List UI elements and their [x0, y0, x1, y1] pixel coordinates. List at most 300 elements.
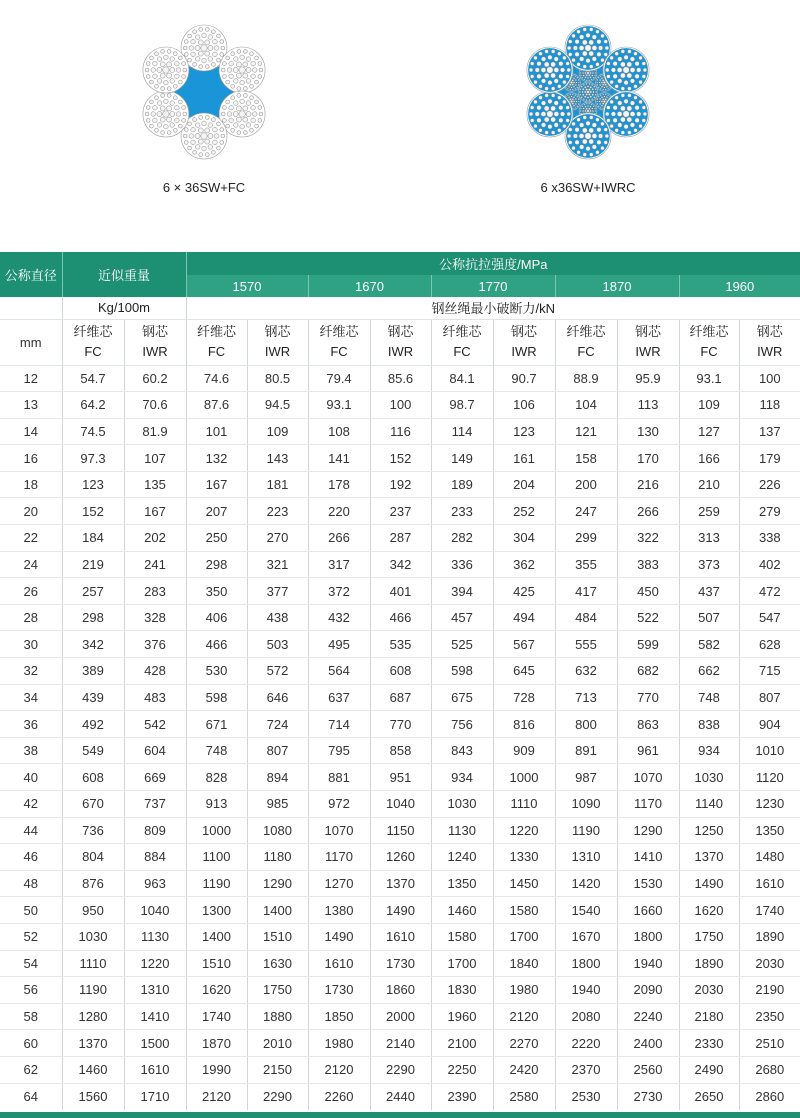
cell-diameter: 38	[0, 737, 62, 764]
table-cell: 748	[186, 737, 247, 764]
table-cell: 1460	[62, 1056, 124, 1083]
table-cell: 1220	[124, 950, 186, 977]
table-cell: 1860	[370, 977, 431, 1004]
table-row	[0, 445, 800, 472]
table-cell: 2330	[679, 1030, 739, 1057]
table-cell: 1010	[739, 737, 800, 764]
table-cell: 1610	[308, 950, 370, 977]
table-cell: 1890	[739, 923, 800, 950]
table-cell: 166	[679, 445, 739, 472]
table-cell: 143	[247, 445, 308, 472]
table-cell: 100	[739, 365, 800, 392]
table-cell: 123	[493, 418, 555, 445]
table-cell: 843	[431, 737, 493, 764]
table-cell: 342	[370, 551, 431, 578]
header-diameter: 公称直径	[0, 252, 62, 297]
table-cell: 1580	[431, 923, 493, 950]
table-cell: 237	[370, 498, 431, 525]
rope-cross-section-iwrc	[518, 20, 658, 170]
table-cell: 2260	[308, 1083, 370, 1110]
table-cell: 2080	[555, 1003, 617, 1030]
table-cell: 1960	[431, 1003, 493, 1030]
table-cell: 2730	[617, 1083, 679, 1110]
table-cell: 838	[679, 711, 739, 738]
table-cell: 1120	[739, 764, 800, 791]
table-cell: 1420	[555, 870, 617, 897]
table-cell: 127	[679, 418, 739, 445]
table-cell: 809	[124, 817, 186, 844]
table-cell: 645	[493, 658, 555, 685]
table-cell: 972	[308, 791, 370, 818]
spec-table	[0, 252, 800, 1110]
table-cell: 1870	[186, 1030, 247, 1057]
table-cell: 80.5	[247, 365, 308, 392]
table-cell: 1040	[370, 791, 431, 818]
table-row	[0, 578, 800, 605]
table-row	[0, 977, 800, 1004]
table-cell: 1740	[739, 897, 800, 924]
table-cell: 170	[617, 445, 679, 472]
table-cell: 2250	[431, 1056, 493, 1083]
table-cell: 241	[124, 551, 186, 578]
table-cell: 736	[62, 817, 124, 844]
table-cell: 1800	[617, 923, 679, 950]
table-cell: 598	[431, 658, 493, 685]
table-cell: 97.3	[62, 445, 124, 472]
table-cell: 1990	[186, 1056, 247, 1083]
table-cell: 807	[739, 684, 800, 711]
table-cell: 100	[370, 392, 431, 419]
table-cell: 466	[370, 604, 431, 631]
table-cell: 1890	[679, 950, 739, 977]
table-cell: 233	[431, 498, 493, 525]
table-row	[0, 418, 800, 445]
table-row	[0, 791, 800, 818]
table-cell: 109	[247, 418, 308, 445]
table-cell: 495	[308, 631, 370, 658]
table-cell: 304	[493, 525, 555, 552]
table-row	[0, 897, 800, 924]
table-cell: 670	[62, 791, 124, 818]
cell-diameter: 20	[0, 498, 62, 525]
table-cell: 192	[370, 471, 431, 498]
table-cell: 70.6	[124, 392, 186, 419]
table-cell: 1070	[308, 817, 370, 844]
header-fc-cn: 纤维芯	[197, 324, 237, 339]
table-cell: 425	[493, 578, 555, 605]
cell-diameter: 60	[0, 1030, 62, 1057]
table-cell: 1170	[617, 791, 679, 818]
table-cell: 646	[247, 684, 308, 711]
table-cell: 1610	[124, 1056, 186, 1083]
table-cell: 687	[370, 684, 431, 711]
table-cell: 2530	[555, 1083, 617, 1110]
table-cell: 432	[308, 604, 370, 631]
table-row	[0, 1030, 800, 1057]
table-cell: 104	[555, 392, 617, 419]
table-row	[0, 817, 800, 844]
table-cell: 121	[555, 418, 617, 445]
table-cell: 2490	[679, 1056, 739, 1083]
table-cell: 2220	[555, 1030, 617, 1057]
table-cell: 608	[62, 764, 124, 791]
table-cell: 1830	[431, 977, 493, 1004]
table-cell: 179	[739, 445, 800, 472]
table-cell: 628	[739, 631, 800, 658]
table-cell: 675	[431, 684, 493, 711]
table-cell: 321	[247, 551, 308, 578]
table-cell: 1070	[617, 764, 679, 791]
table-cell: 1660	[617, 897, 679, 924]
table-cell: 137	[739, 418, 800, 445]
table-cell: 2030	[679, 977, 739, 1004]
table-cell: 1630	[247, 950, 308, 977]
table-cell: 1410	[617, 844, 679, 871]
table-cell: 1980	[308, 1030, 370, 1057]
table-cell: 85.6	[370, 365, 431, 392]
table-cell: 2370	[555, 1056, 617, 1083]
table-cell: 74.6	[186, 365, 247, 392]
table-cell: 1030	[679, 764, 739, 791]
table-cell: 200	[555, 471, 617, 498]
table-cell: 1310	[555, 844, 617, 871]
table-cell: 247	[555, 498, 617, 525]
table-cell: 219	[62, 551, 124, 578]
cell-diameter: 56	[0, 977, 62, 1004]
table-cell: 881	[308, 764, 370, 791]
table-cell: 682	[617, 658, 679, 685]
table-cell: 1940	[617, 950, 679, 977]
table-cell: 770	[370, 711, 431, 738]
table-cell: 373	[679, 551, 739, 578]
table-cell: 894	[247, 764, 308, 791]
table-cell: 114	[431, 418, 493, 445]
table-cell: 1370	[370, 870, 431, 897]
table-cell: 313	[679, 525, 739, 552]
table-cell: 342	[62, 631, 124, 658]
table-cell: 95.9	[617, 365, 679, 392]
header-breaking-force: 钢丝绳最小破断力/kN	[186, 297, 800, 319]
table-cell: 336	[431, 551, 493, 578]
header-fc-en: FC	[207, 344, 226, 359]
table-cell: 1030	[62, 923, 124, 950]
table-cell: 987	[555, 764, 617, 791]
table-cell: 109	[679, 392, 739, 419]
table-cell: 904	[739, 711, 800, 738]
header-blank	[0, 297, 62, 319]
table-cell: 1280	[62, 1003, 124, 1030]
table-cell: 1670	[555, 923, 617, 950]
table-cell: 599	[617, 631, 679, 658]
diagram-caption-iwrc: 6 x36SW+IWRC	[540, 180, 636, 195]
header-iwr-cn: 钢芯	[511, 324, 538, 339]
table-cell: 484	[555, 604, 617, 631]
grade-1670: 1670	[308, 275, 431, 297]
grade-1570: 1570	[186, 275, 308, 297]
table-cell: 94.5	[247, 392, 308, 419]
table-cell: 298	[62, 604, 124, 631]
header-iwr-2	[370, 319, 431, 365]
header-fc-cn: 纤维芯	[442, 324, 482, 339]
table-cell: 2240	[617, 1003, 679, 1030]
table-cell: 2120	[308, 1056, 370, 1083]
table-cell: 210	[679, 471, 739, 498]
table-cell: 555	[555, 631, 617, 658]
header-fc-cn: 纤维芯	[566, 324, 606, 339]
table-cell: 1730	[370, 950, 431, 977]
table-cell: 220	[308, 498, 370, 525]
table-cell: 1610	[370, 923, 431, 950]
table-cell: 2100	[431, 1030, 493, 1057]
table-cell: 549	[62, 737, 124, 764]
table-cell: 1000	[186, 817, 247, 844]
table-cell: 2560	[617, 1056, 679, 1083]
table-cell: 807	[247, 737, 308, 764]
table-cell: 2010	[247, 1030, 308, 1057]
table-cell: 828	[186, 764, 247, 791]
table-cell: 1090	[555, 791, 617, 818]
table-cell: 84.1	[431, 365, 493, 392]
header-fc-1	[186, 319, 247, 365]
table-cell: 1400	[186, 923, 247, 950]
table-cell: 1250	[679, 817, 739, 844]
table-cell: 2150	[247, 1056, 308, 1083]
table-cell: 93.1	[308, 392, 370, 419]
table-cell: 816	[493, 711, 555, 738]
table-row	[0, 551, 800, 578]
table-cell: 2420	[493, 1056, 555, 1083]
table-cell: 450	[617, 578, 679, 605]
table-cell: 107	[124, 445, 186, 472]
table-cell: 152	[370, 445, 431, 472]
table-cell: 328	[124, 604, 186, 631]
header-fc-cn: 纤维芯	[689, 324, 729, 339]
table-cell: 1800	[555, 950, 617, 977]
table-row	[0, 950, 800, 977]
table-cell: 1620	[679, 897, 739, 924]
table-cell: 934	[679, 737, 739, 764]
table-cell: 604	[124, 737, 186, 764]
table-cell: 317	[308, 551, 370, 578]
cell-diameter: 40	[0, 764, 62, 791]
table-cell: 158	[555, 445, 617, 472]
table-cell: 1370	[62, 1030, 124, 1057]
table-cell: 1580	[493, 897, 555, 924]
bottom-bar	[0, 1112, 800, 1118]
table-cell: 207	[186, 498, 247, 525]
header-iwr-3	[493, 319, 555, 365]
table-cell: 1040	[124, 897, 186, 924]
table-cell: 547	[739, 604, 800, 631]
table-cell: 338	[739, 525, 800, 552]
table-cell: 2140	[370, 1030, 431, 1057]
table-cell: 795	[308, 737, 370, 764]
table-cell: 266	[617, 498, 679, 525]
table-cell: 724	[247, 711, 308, 738]
table-cell: 662	[679, 658, 739, 685]
table-cell: 582	[679, 631, 739, 658]
table-cell: 1270	[308, 870, 370, 897]
table-cell: 2270	[493, 1030, 555, 1057]
table-row	[0, 870, 800, 897]
cell-diameter: 54	[0, 950, 62, 977]
header-fc-en: FC	[84, 344, 102, 359]
table-row	[0, 737, 800, 764]
table-cell: 90.7	[493, 365, 555, 392]
table-row	[0, 764, 800, 791]
table-cell: 149	[431, 445, 493, 472]
table-cell: 54.7	[62, 365, 124, 392]
table-cell: 891	[555, 737, 617, 764]
table-cell: 1880	[247, 1003, 308, 1030]
table-cell: 1350	[431, 870, 493, 897]
header-iwr-cn: 钢芯	[264, 324, 291, 339]
table-cell: 93.1	[679, 365, 739, 392]
cell-diameter: 50	[0, 897, 62, 924]
table-cell: 1700	[493, 923, 555, 950]
table-cell: 1030	[431, 791, 493, 818]
table-cell: 1510	[247, 923, 308, 950]
table-cell: 355	[555, 551, 617, 578]
table-row	[0, 1003, 800, 1030]
table-cell: 2510	[739, 1030, 800, 1057]
table-cell: 1220	[493, 817, 555, 844]
header-iwr-cn: 钢芯	[387, 324, 414, 339]
table-cell: 1100	[186, 844, 247, 871]
table-cell: 88.9	[555, 365, 617, 392]
table-cell: 266	[308, 525, 370, 552]
table-cell: 804	[62, 844, 124, 871]
cell-diameter: 30	[0, 631, 62, 658]
cell-diameter: 28	[0, 604, 62, 631]
table-cell: 1330	[493, 844, 555, 871]
table-cell: 79.4	[308, 365, 370, 392]
table-cell: 1350	[739, 817, 800, 844]
table-cell: 2290	[247, 1083, 308, 1110]
table-cell: 1260	[370, 844, 431, 871]
table-cell: 950	[62, 897, 124, 924]
table-cell: 439	[62, 684, 124, 711]
table-cell: 64.2	[62, 392, 124, 419]
header-strength: 公称抗拉强度/MPa	[186, 252, 800, 275]
header-iwr-1	[247, 319, 308, 365]
table-row	[0, 1083, 800, 1110]
table-row	[0, 1056, 800, 1083]
table-cell: 1940	[555, 977, 617, 1004]
table-cell: 437	[679, 578, 739, 605]
table-cell: 350	[186, 578, 247, 605]
table-cell: 252	[493, 498, 555, 525]
header-iwr-cn: 钢芯	[756, 324, 783, 339]
table-cell: 204	[493, 471, 555, 498]
table-cell: 1840	[493, 950, 555, 977]
table-cell: 1380	[308, 897, 370, 924]
cell-diameter: 24	[0, 551, 62, 578]
table-cell: 1150	[370, 817, 431, 844]
table-cell: 535	[370, 631, 431, 658]
table-cell: 202	[124, 525, 186, 552]
table-cell: 287	[370, 525, 431, 552]
table-cell: 402	[739, 551, 800, 578]
table-cell: 250	[186, 525, 247, 552]
table-cell: 494	[493, 604, 555, 631]
table-cell: 257	[62, 578, 124, 605]
table-cell: 909	[493, 737, 555, 764]
table-cell: 1140	[679, 791, 739, 818]
table-cell: 81.9	[124, 418, 186, 445]
table-cell: 401	[370, 578, 431, 605]
table-cell: 1730	[308, 977, 370, 1004]
table-cell: 472	[739, 578, 800, 605]
table-cell: 492	[62, 711, 124, 738]
table-cell: 377	[247, 578, 308, 605]
header-iwr-en: IWR	[264, 344, 291, 359]
table-cell: 714	[308, 711, 370, 738]
table-cell: 299	[555, 525, 617, 552]
table-cell: 715	[739, 658, 800, 685]
header-fc-5	[679, 319, 739, 365]
table-cell: 737	[124, 791, 186, 818]
table-cell: 74.5	[62, 418, 124, 445]
table-cell: 394	[431, 578, 493, 605]
table-cell: 985	[247, 791, 308, 818]
table-cell: 2000	[370, 1003, 431, 1030]
table-cell: 101	[186, 418, 247, 445]
table-cell: 372	[308, 578, 370, 605]
table-cell: 1080	[247, 817, 308, 844]
header-fc-cn: 纤维芯	[73, 324, 113, 339]
table-cell: 135	[124, 471, 186, 498]
header-fc-2	[308, 319, 370, 365]
table-cell: 1750	[247, 977, 308, 1004]
table-cell: 1190	[555, 817, 617, 844]
table-row	[0, 711, 800, 738]
table-cell: 1460	[431, 897, 493, 924]
table-cell: 1490	[308, 923, 370, 950]
table-cell: 1290	[617, 817, 679, 844]
table-cell: 259	[679, 498, 739, 525]
cell-diameter: 34	[0, 684, 62, 711]
table-cell: 525	[431, 631, 493, 658]
table-cell: 466	[186, 631, 247, 658]
cell-diameter: 48	[0, 870, 62, 897]
table-row	[0, 471, 800, 498]
grade-1770: 1770	[431, 275, 555, 297]
table-cell: 2680	[739, 1056, 800, 1083]
table-cell: 1500	[124, 1030, 186, 1057]
table-cell: 2180	[679, 1003, 739, 1030]
table-cell: 1190	[186, 870, 247, 897]
table-cell: 1230	[739, 791, 800, 818]
header-fc-4	[555, 319, 617, 365]
table-cell: 567	[493, 631, 555, 658]
table-cell: 108	[308, 418, 370, 445]
table-cell: 2290	[370, 1056, 431, 1083]
cell-diameter: 14	[0, 418, 62, 445]
table-row	[0, 684, 800, 711]
header-iwr-en: IWR	[635, 344, 661, 359]
table-cell: 713	[555, 684, 617, 711]
cell-diameter: 58	[0, 1003, 62, 1030]
header-unit-mm: mm	[0, 319, 62, 365]
header-fc-0	[62, 319, 124, 365]
cell-diameter: 64	[23, 1089, 38, 1105]
table-cell: 2120	[186, 1083, 247, 1110]
table-cell: 2090	[617, 977, 679, 1004]
table-cell: 756	[431, 711, 493, 738]
cell-diameter: 42	[0, 791, 62, 818]
table-cell: 2580	[493, 1083, 555, 1110]
